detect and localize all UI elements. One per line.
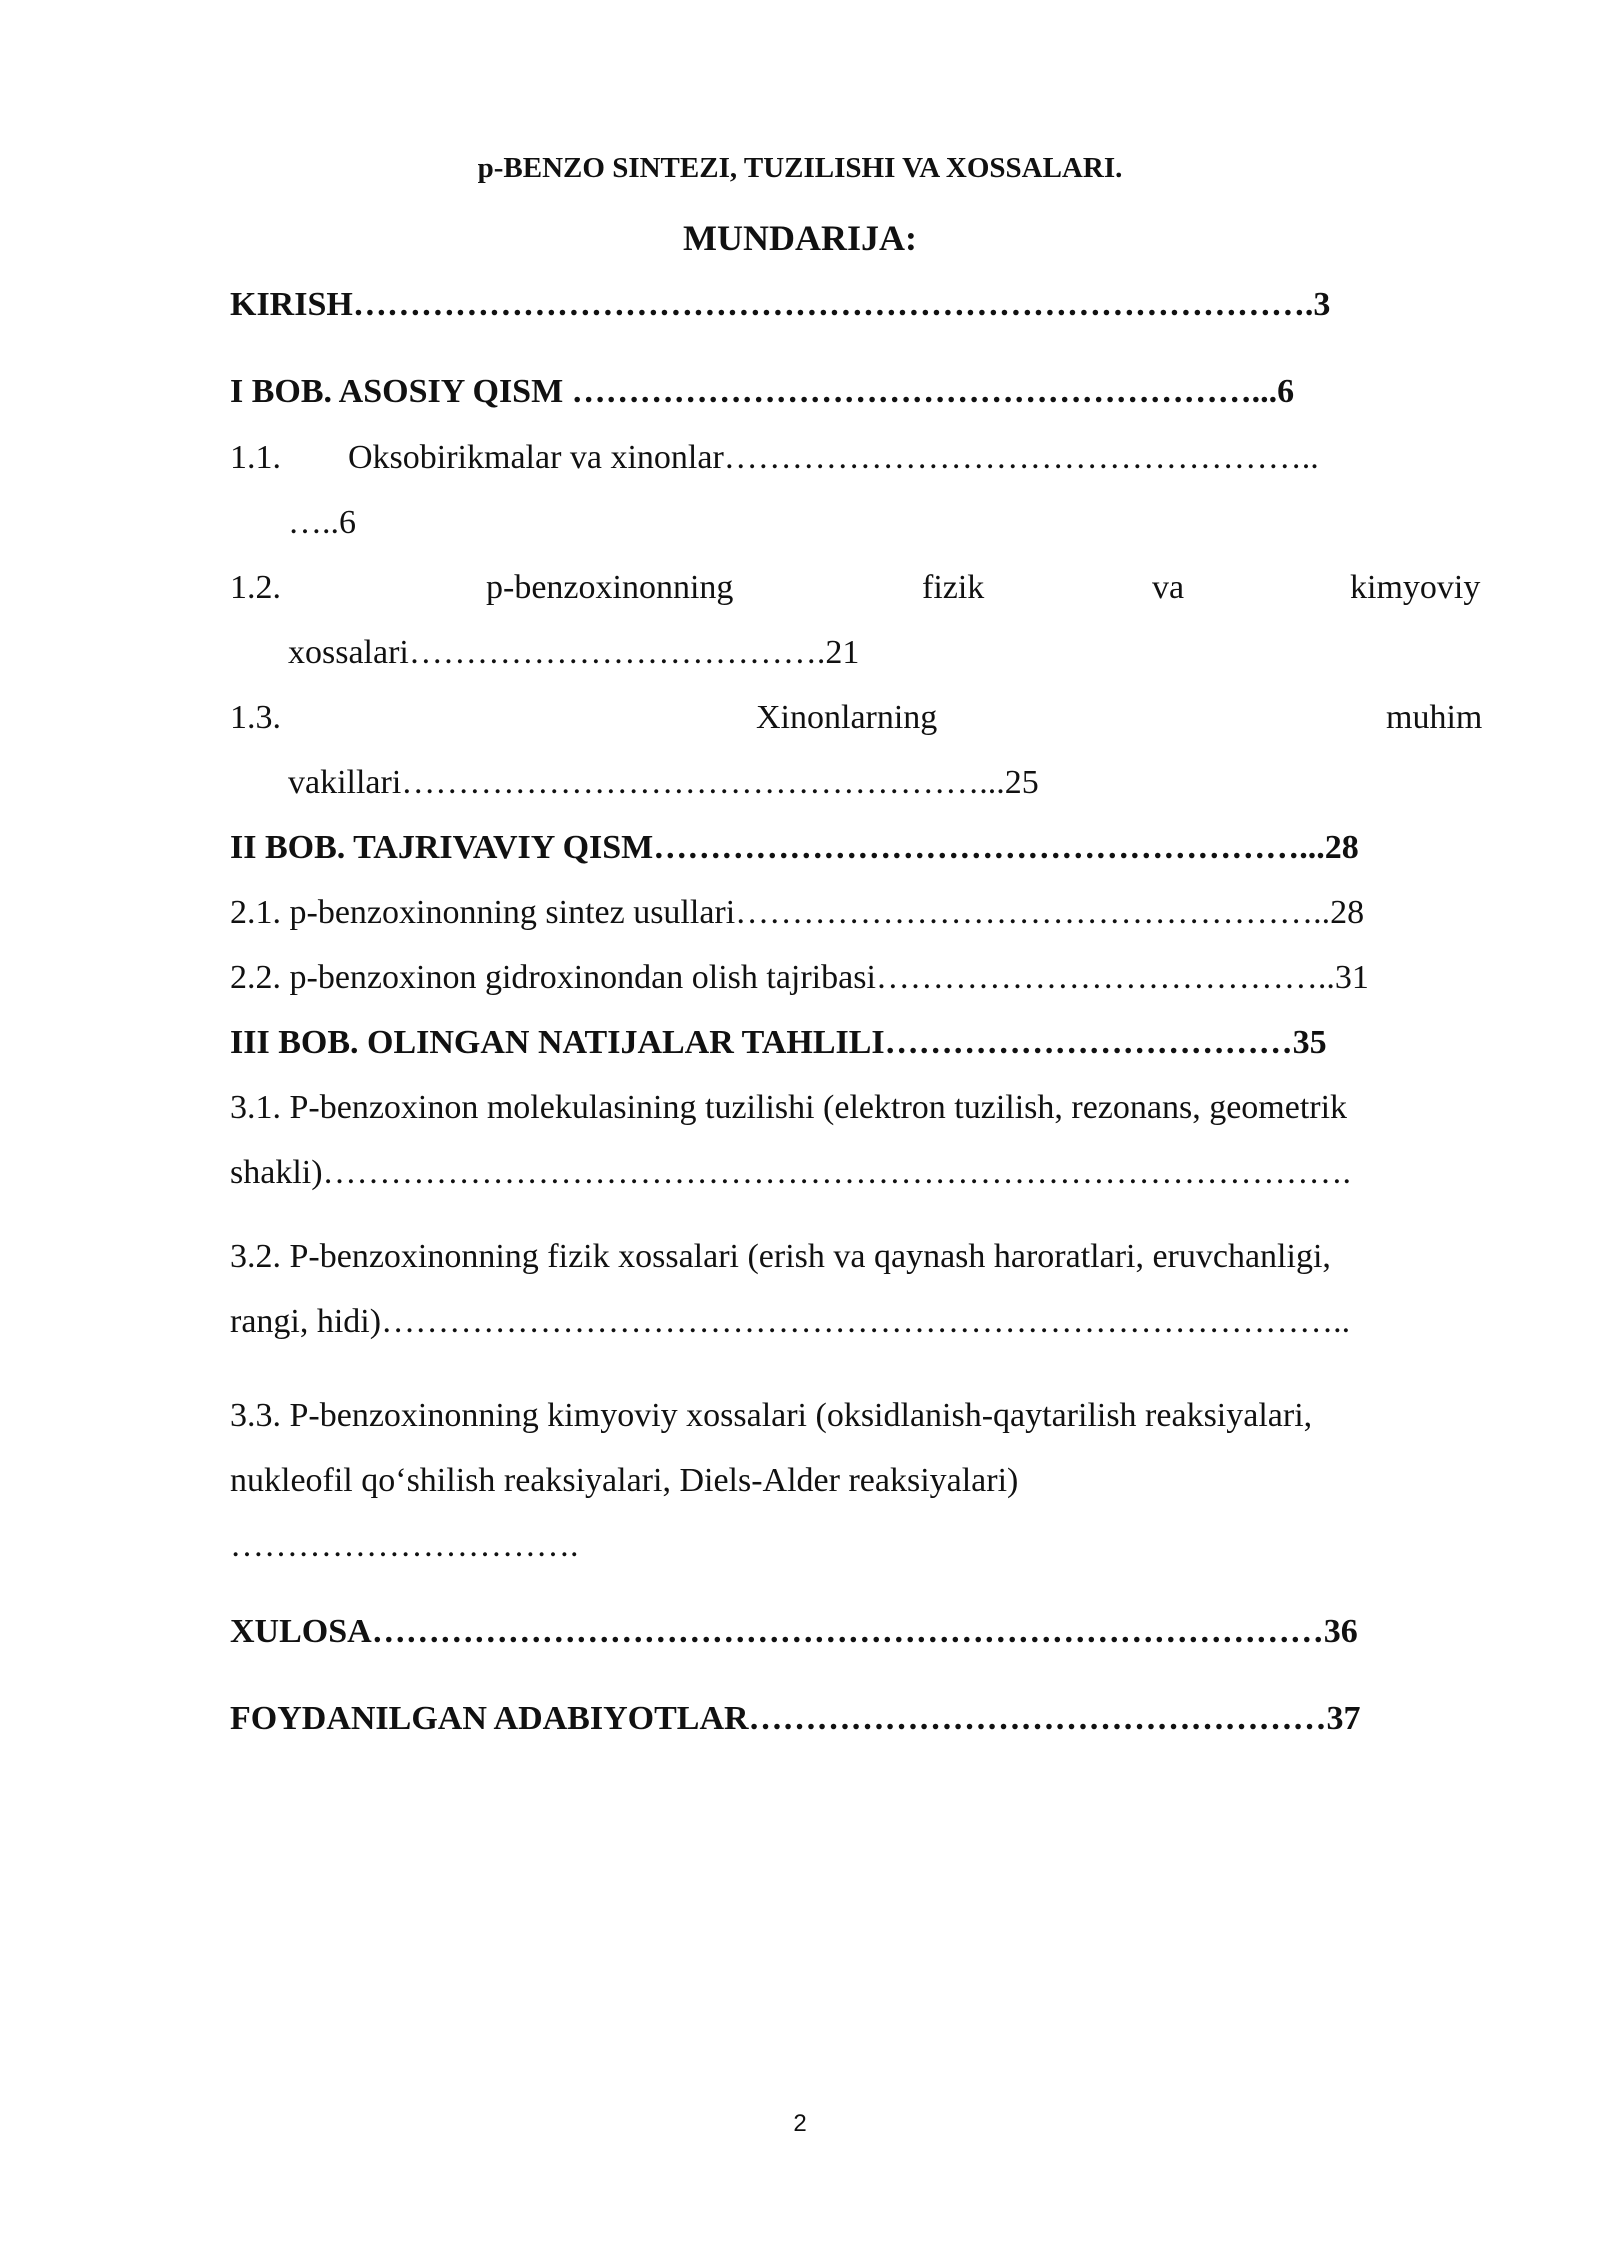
toc-entry-1-3-number: 1.3. (230, 699, 281, 736)
toc-entry-3-3-line2: nukleofil qo‘shilish reaksiyalari, Diels-Alder reaksiyalari) (230, 1462, 1019, 1499)
toc-entry-1-3-word: muhim (1386, 699, 1483, 736)
document-title: p-BENZO SINTEZI, TUZILISHI VA XOSSALARI. (477, 152, 1123, 184)
toc-entry-adabiyotlar: FOYDANILGAN ADABIYOTLAR……………………………………………37 (230, 1700, 1361, 1737)
toc-entry-3-1-line2: shakli)………………………………………………………………………………. (230, 1154, 1352, 1191)
toc-entry-1-1-page: …..6 (288, 504, 356, 541)
toc-entry-xulosa: XULOSA…………………………………………………………………………36 (230, 1613, 1358, 1650)
toc-entry-3-2-line2: rangi, hidi)………………………………………………………………………….. (230, 1303, 1351, 1340)
toc-entry-bob2: II BOB. TAJRIVAVIY QISM…………………………………………………...28 (230, 829, 1359, 866)
toc-entry-3-2-line1: 3.2. P-benzoxinonning fizik xossalari (erish va qaynash haroratlari, eruvchanligi, (230, 1238, 1331, 1275)
toc-entry-1-2-continuation: xossalari……………………………….21 (288, 634, 860, 671)
toc-entry-3-1-line1: 3.1. P-benzoxinon molekulasining tuzilishi (elektron tuzilish, rezonans, geometrik (230, 1089, 1348, 1126)
toc-entry-1-2-number: 1.2. (230, 569, 281, 606)
toc-entry-2-2: 2.2. p-benzoxinon gidroxinondan olish tajribasi…………………………………..31 (230, 959, 1369, 996)
toc-entry-3-3-line3: …………………………. (230, 1527, 579, 1564)
toc-heading: MUNDARIJA: (683, 218, 917, 258)
toc-entry-1-1-number: 1.1. (230, 439, 281, 476)
toc-entry-1-2-word: p-benzoxinonning (486, 569, 734, 606)
page-number: 2 (793, 2110, 807, 2137)
toc-entry-3-3-line1: 3.3. P-benzoxinonning kimyoviy xossalari (oksidlanish-qaytarilish reaksiyalari, (230, 1397, 1313, 1434)
toc-entry-1-3-word: Xinonlarning (756, 699, 938, 736)
toc-entry-2-1: 2.1. p-benzoxinonning sintez usullari……………………………………………..28 (230, 894, 1365, 931)
toc-entry-1-2-word: kimyoviy (1350, 569, 1481, 606)
toc-entry-bob1: I BOB. ASOSIY QISM ……………………………………………………...6 (230, 373, 1295, 410)
toc-entry-1-2-word: va (1152, 569, 1185, 606)
toc-entry-kirish: KIRISH………………………………………………………………………….3 (230, 286, 1331, 323)
toc-entry-1-1-title: Oksobirikmalar va xinonlar…………………………………………….. (348, 439, 1319, 476)
toc-entry-1-3-continuation: vakillari……………………………………………...25 (288, 764, 1039, 801)
toc-entry-1-2-word: fizik (922, 569, 985, 606)
toc-entry-bob3: III BOB. OLINGAN NATIJALAR TAHLILI………………………………35 (230, 1024, 1327, 1061)
